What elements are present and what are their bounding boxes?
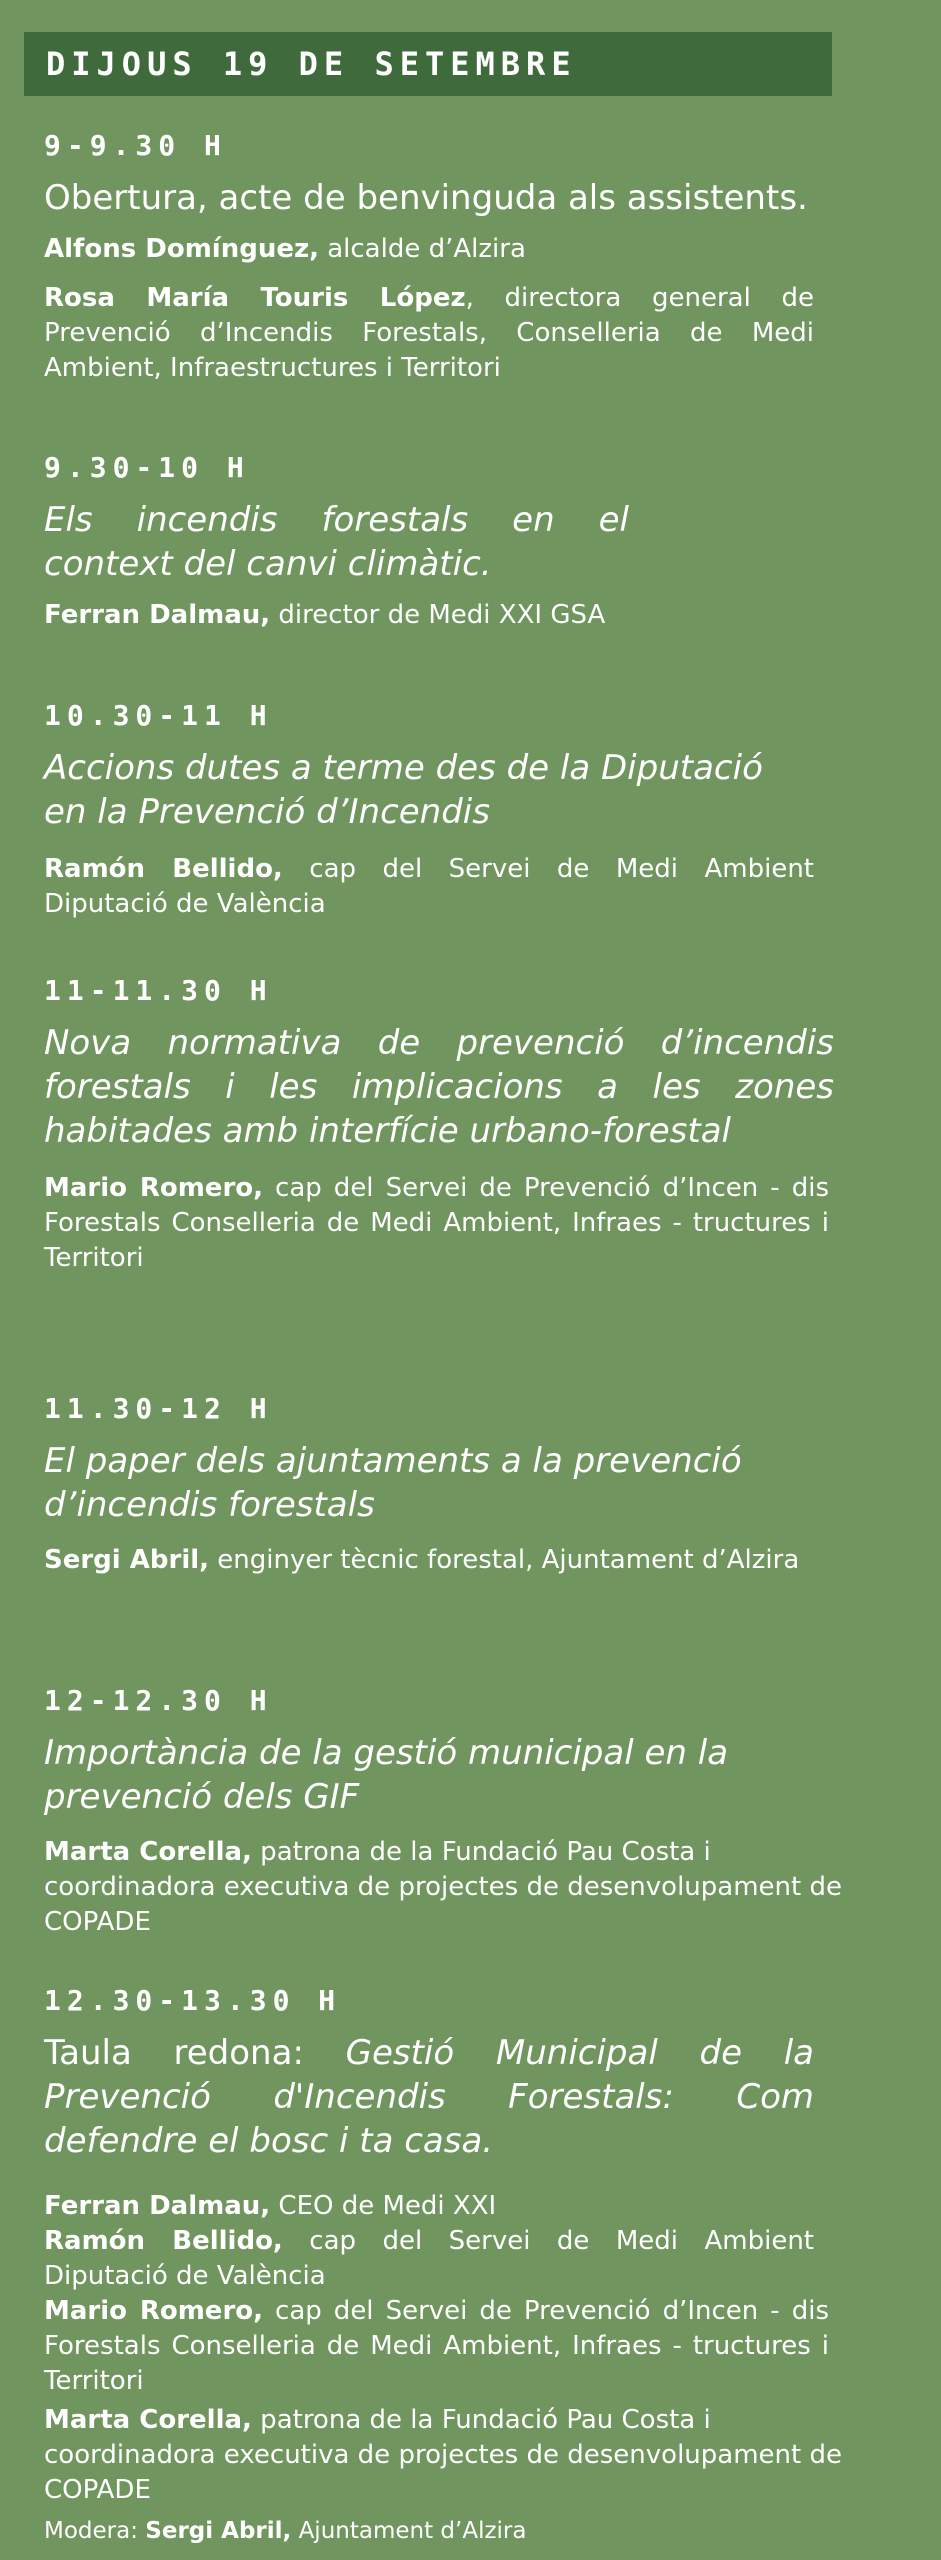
speaker (44, 598, 874, 633)
session-diputacio (44, 700, 874, 922)
speaker-list (44, 2189, 874, 2546)
speaker (44, 1171, 829, 1276)
speaker (44, 281, 814, 386)
session-climate (44, 452, 874, 633)
speaker-role: director de Medi XXI GSA (270, 600, 606, 630)
speaker-role: cap del Servei de Prevenció d’Incen - dis Forestals Conselleria de Medi Ambient, Infraes - tructures i Territori (44, 2296, 829, 2396)
session-round-table (44, 1985, 874, 2546)
speaker (44, 852, 814, 922)
speaker (44, 2224, 814, 2294)
speaker-role: cap del Servei de Medi Ambient Diputació de València (44, 854, 814, 919)
session-title: Importància de la gestió municipal en la prevenció dels GIF (44, 1733, 729, 1817)
speaker-name: Sergi Abril, (44, 1545, 210, 1575)
speaker (44, 2189, 874, 2224)
session-title: Accions dutes a terme des de la Diputació en la Prevenció d’Incendis (44, 748, 763, 832)
speaker-name: Alfons Domínguez, (44, 234, 319, 264)
speaker-list (44, 1543, 874, 1578)
speaker-list (44, 852, 874, 922)
speaker-list (44, 1171, 874, 1276)
session-title: El paper dels ajuntaments a la prevenció d’incendis forestals (44, 1441, 742, 1525)
speaker (44, 2294, 829, 2399)
speaker-list (44, 1835, 874, 1940)
round-table-topic: Gestió Municipal de la Prevenció d'Incendis Forestals: Com defendre el bosc i ta casa. (44, 2033, 814, 2161)
speaker-list (44, 232, 874, 386)
session-ajuntaments (44, 1393, 874, 1578)
speaker-name: Ramón Bellido, (44, 2226, 283, 2256)
session-time: 12-12.30 H (44, 1684, 273, 1717)
day-header (24, 32, 832, 96)
speaker-role: enginyer tècnic forestal, Ajuntament d’Alzira (209, 1545, 800, 1575)
session-time: 9-9.30 H (44, 129, 227, 162)
session-opening (44, 130, 874, 386)
session-time: 11-11.30 H (44, 974, 273, 1007)
speaker-role: cap del Servei de Prevenció d’Incen - dis Forestals Conselleria de Medi Ambient, Infraes - tructures i Territori (44, 1173, 829, 1273)
speaker-list (44, 598, 874, 633)
speaker-name: Mario Romero, (44, 2296, 264, 2326)
session-normativa (44, 975, 874, 1276)
speaker-role: patrona de la Fundació Pau Costa i coordinadora executiva de projectes de desenvolupament de COPADE (44, 2405, 842, 2505)
speaker (44, 1543, 814, 1578)
session-time: 9.30-10 H (44, 451, 250, 484)
speaker-role: cap del Servei de Medi Ambient Diputació de València (44, 2226, 814, 2291)
speaker-role: CEO de Medi XXI (270, 2191, 497, 2221)
session-title: Obertura, acte de benvinguda als assistents. (44, 178, 808, 218)
moderator-name: Sergi Abril, (145, 2518, 292, 2544)
moderator (44, 2516, 874, 2546)
speaker-name: Rosa María Touris López (44, 283, 466, 313)
moderator-label: Modera: (44, 2518, 146, 2544)
speaker (44, 1835, 874, 1940)
speaker-name: Ramón Bellido, (44, 854, 283, 884)
speaker-name: Ferran Dalmau, (44, 600, 271, 630)
session-title: Els incendis forestals en el context del canvi climàtic. (44, 500, 629, 584)
speaker (44, 2403, 874, 2508)
moderator-role: Ajuntament d’Alzira (291, 2518, 527, 2544)
speaker-name: Marta Corella, (44, 1837, 252, 1867)
session-time: 11.30-12 H (44, 1392, 273, 1425)
speaker (44, 232, 874, 267)
session-gestio (44, 1685, 874, 1940)
session-time: 10.30-11 H (44, 699, 273, 732)
session-time: 12.30-13.30 H (44, 1984, 342, 2017)
speaker-name: Ferran Dalmau, (44, 2191, 271, 2221)
session-title (44, 2031, 814, 2163)
speaker-role: patrona de la Fundació Pau Costa i coordinadora executiva de projectes de desenvolupament de COPADE (44, 1837, 842, 1937)
round-table-label: Taula redona: (44, 2033, 346, 2073)
day-title: DIJOUS 19 DE SETEMBRE (46, 45, 577, 83)
speaker-name: Marta Corella, (44, 2405, 252, 2435)
speaker-role: alcalde d’Alzira (318, 234, 526, 264)
speaker-role: , directora general de Prevenció d’Incendis Forestals, Conselleria de Medi Ambient, Infraestructures i Territori (44, 283, 814, 383)
session-title: Nova normativa de prevenció d’incendis forestals i les implicacions a les zones habitades amb interfície urbano-forestal (44, 1023, 834, 1151)
speaker-name: Mario Romero, (44, 1173, 264, 1203)
